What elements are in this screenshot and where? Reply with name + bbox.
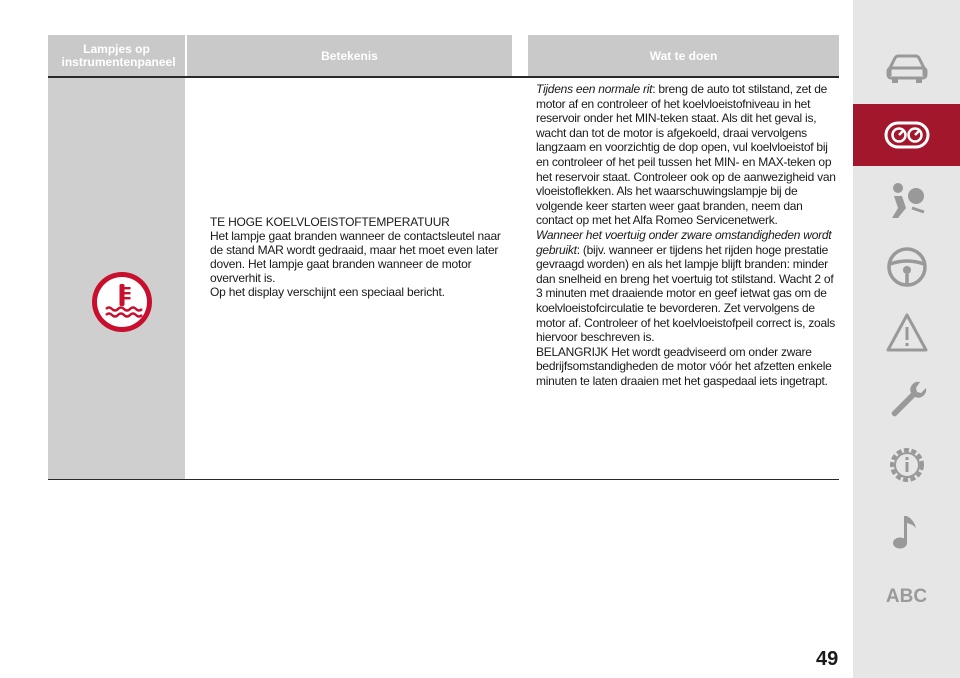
warning-triangle-icon [884, 310, 930, 356]
page-number: 49 [816, 648, 839, 670]
wrench-icon [884, 376, 930, 422]
technical-data-gear-icon [884, 442, 930, 488]
header-label: Lampjes op instrumentenpaneel [61, 42, 176, 69]
header-label: Wat te doen [649, 48, 718, 63]
meaning-display: Op het display verschijnt een speciaal bericht. [210, 285, 445, 299]
action-heavy [536, 228, 841, 345]
icon-cell [48, 78, 185, 479]
sidebar-item-servicing[interactable] [853, 368, 960, 430]
sidebar-item-technical-data[interactable] [853, 434, 960, 496]
action-normal-label: Tijdens een normale rit [536, 82, 653, 96]
coolant-temperature-warning-icon [91, 271, 153, 333]
header-label: Betekenis [321, 48, 378, 63]
steering-wheel-icon [884, 244, 930, 290]
index-label: ABC [885, 586, 928, 607]
action-heavy-text: : (bijv. wanneer er tijdens het rijden hoge prestatie gevraagd worden) en als het lampje blijft branden: minder dan snelheid en breng het voertuig tot stilstand. Wacht 2 of 3 minuten met draaiende motor en geef ietwat gas om de koelvloeistofcirculatie te bevorderen. Zet vervolgens de motor af. Controleer of het koelvloeistofpeil correct is, zoals hiervoor beschreven is. [536, 242, 836, 345]
meaning-title: TE HOGE KOELVLOEISTOFTEMPERATUUR [210, 215, 450, 229]
meaning-text [210, 215, 510, 299]
header-warning-lights [48, 35, 185, 77]
action-heavy-label: Wanneer het voertuig onder zware omstandigheden wordt gebruikt [536, 227, 832, 257]
action-important: BELANGRIJK Het wordt geadviseerd om onder zware bedrijfsomstandigheden de motor vóór het afzetten enkele minuten te laten draaien met het gaspedaal iets ingetrapt. [536, 344, 832, 388]
car-icon [884, 46, 930, 92]
sidebar-item-car[interactable] [853, 38, 960, 100]
header-action [528, 35, 839, 77]
action-normal [536, 82, 841, 228]
music-note-icon [884, 508, 930, 554]
header-meaning [187, 35, 512, 77]
sidebar-item-multimedia[interactable] [853, 500, 960, 562]
safety-airbag-icon [884, 178, 930, 224]
meaning-body: Het lampje gaat branden wanneer de contactsleutel naar de stand MAR wordt gedraaid, maar het moet even later doven. Het lampje gaat branden wanneer de motor oververhit is. [210, 229, 501, 285]
action-normal-text: : breng de auto tot stilstand, zet de motor af en controleer of het koelvloeistofniveau in het reservoir onder het MIN-teken staat. Als dit het geval is, wacht dan tot de motor is afgekoeld, draai vervolgens langzaam en voorzichtig de dop open, vul koelvloeistof bij en controleer of het peil tussen het MIN- en MAX-teken op het reservoir staat. Controleer ook op de aanwezigheid van vloeistoflekken. Als het waarschuwingslampje bij de volgende keer starten weer gaat branden, neem dan contact op met het Alfa Romeo Servicenetwerk. [536, 82, 836, 228]
action-text [536, 82, 841, 388]
sidebar-item-emergency[interactable] [853, 302, 960, 364]
sidebar-item-safety[interactable] [853, 170, 960, 232]
sidebar-item-index[interactable] [853, 566, 960, 628]
chapter-sidebar [853, 0, 960, 678]
table-bottom-divider [48, 479, 839, 480]
instrument-panel-icon [884, 112, 930, 158]
sidebar-item-starting-driving[interactable] [853, 236, 960, 298]
sidebar-item-instrument-panel[interactable] [853, 104, 960, 166]
